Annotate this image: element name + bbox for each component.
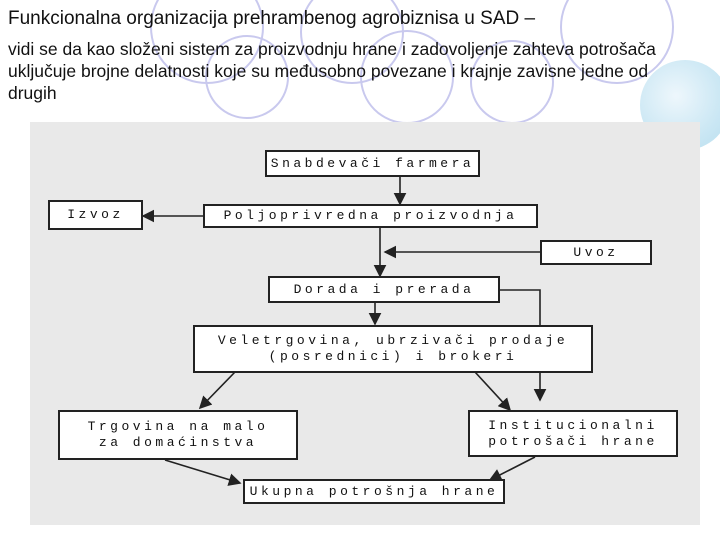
slide-subtitle: vidi se da kao složeni sistem za proizvodnju hrane i zadovoljenje zahteva potrošača uključuje brojne delatnosti koje su međusobno povezane i krajnje zavisne jedne od drugih <box>8 39 656 103</box>
node-wholesale-brokers <box>193 325 593 373</box>
node-label: Dorada i prerada <box>293 281 475 297</box>
node-label: Trgovina na malo <box>87 419 269 434</box>
arrow-retail-to-total <box>165 460 240 483</box>
node-institutional-consumers <box>468 410 678 457</box>
node-farm-suppliers <box>265 150 480 177</box>
node-label: (posrednici) i brokeri <box>268 349 518 364</box>
arrow-institutional-to-total <box>490 457 535 480</box>
node-processing <box>268 276 500 303</box>
slide-title: Funkcionalna organizacija prehrambenog agrobiznisa u SAD – <box>8 8 536 29</box>
node-label: Uvoz <box>573 244 619 260</box>
node-retail-households <box>58 410 298 460</box>
node-label: potrošači hrane <box>488 433 658 449</box>
node-label: Veletrgovina, ubrzivači prodaje <box>217 333 569 348</box>
node-total-food-consumption <box>243 479 505 504</box>
node-label: Ukupna potrošnja hrane <box>249 483 499 499</box>
node-label: Izvoz <box>67 207 124 222</box>
node-label: Snabdevači farmera <box>270 155 475 171</box>
node-label: za domaćinstva <box>98 435 258 450</box>
node-label: Poljoprivredna proizvodnja <box>223 208 518 223</box>
node-export <box>48 200 143 230</box>
arrow-wholesale-to-institutional <box>475 372 510 410</box>
node-import <box>540 240 652 265</box>
node-agricultural-production <box>203 204 538 228</box>
arrow-wholesale-to-retail <box>200 372 235 408</box>
node-label: Institucionalni <box>488 417 658 433</box>
